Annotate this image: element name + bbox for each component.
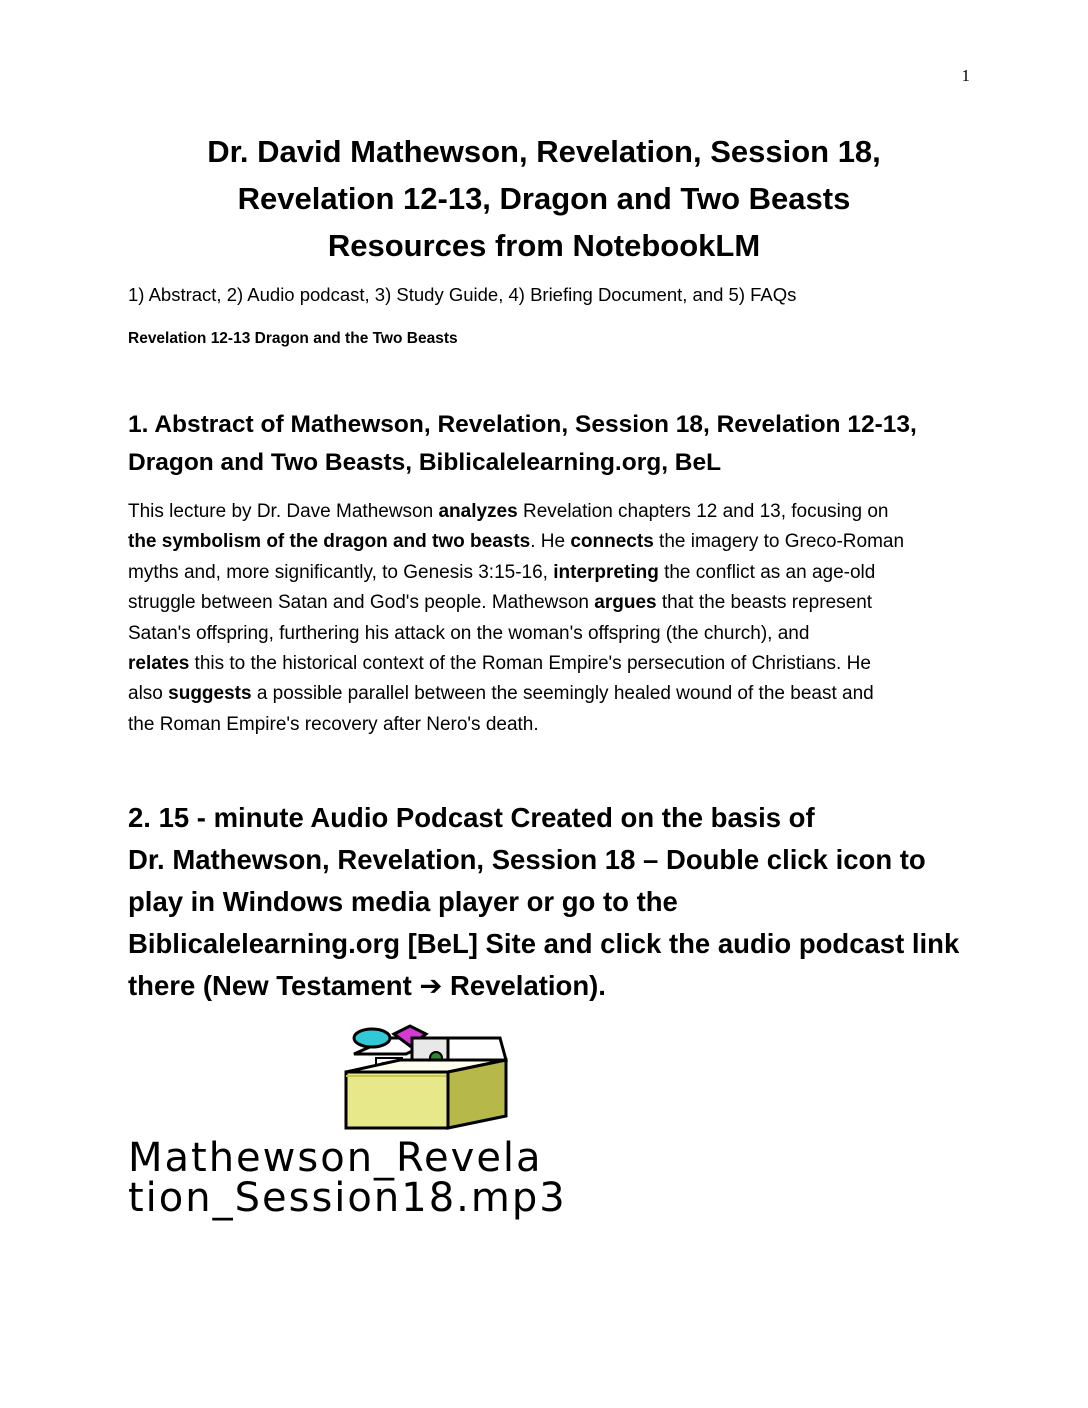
podcast-heading-line-5 [128, 965, 998, 1007]
audio-file-name-line-1: Mathewson_Revela [128, 1135, 543, 1181]
abstract-line: Satan's offspring, furthering his attack on the woman's offspring (the church), and [128, 622, 810, 644]
abstract-line [128, 679, 978, 709]
text: also [128, 683, 169, 705]
subheading: Revelation 12-13 Dragon and the Two Beasts [128, 330, 458, 347]
podcast-heading-line-2: Dr. Mathewson, Revelation, Session 18 – Double click icon to [128, 844, 926, 875]
abstract-paragraph [128, 497, 978, 740]
bold-text: the symbolism of the dragon and two beasts [128, 531, 531, 553]
text: that the beasts represent [656, 592, 873, 614]
text: a possible parallel between the seemingly healed wound of the beast and [251, 683, 874, 705]
podcast-heading [128, 797, 998, 1007]
bold-text: connects [570, 531, 654, 553]
abstract-line [128, 558, 978, 588]
abstract-heading [128, 406, 988, 482]
right-arrow-icon: ➔ [419, 970, 443, 1001]
title-line-3: Resources from NotebookLM [327, 228, 761, 263]
text: Revelation). [442, 970, 606, 1001]
text: this to the historical context of the Roman Empire's persecution of Christians. He [189, 653, 871, 675]
document-title [100, 128, 988, 269]
abstract-heading-line-2: Dragon and Two Beasts, Biblicalelearning.org, BeL [128, 449, 722, 476]
abstract-line [128, 527, 978, 557]
bold-text: analyzes [438, 501, 518, 522]
text: there (New Testament [128, 970, 420, 1001]
text: . He [530, 531, 571, 553]
package-icon[interactable] [330, 1024, 510, 1130]
audio-file-label[interactable] [128, 1135, 728, 1221]
bold-text: suggests [168, 683, 252, 705]
page-number: 1 [961, 66, 970, 85]
abstract-heading-line-1: 1. Abstract of Mathewson, Revelation, Session 18, Revelation 12-13, [128, 411, 917, 438]
text: myths and, more significantly, to Genesis 3:15-16, [128, 561, 554, 583]
text: This lecture by Dr. Dave Mathewson [128, 501, 439, 522]
text: struggle between Satan and God's people. Mathewson [128, 592, 595, 614]
resources-list: 1) Abstract, 2) Audio podcast, 3) Study Guide, 4) Briefing Document, and 5) FAQs [128, 284, 797, 305]
podcast-heading-line-4: Biblicalelearning.org [BeL] Site and click the audio podcast link [128, 928, 960, 959]
abstract-line: the Roman Empire's recovery after Nero's death. [128, 713, 539, 735]
bold-text: relates [128, 653, 190, 675]
text: Revelation chapters 12 and 13, focusing on [517, 501, 889, 522]
abstract-line [128, 588, 978, 618]
podcast-heading-line-3: play in Windows media player or go to the [128, 886, 678, 917]
bold-text: interpreting [553, 561, 659, 583]
text: the conflict as an age-old [658, 561, 876, 583]
podcast-heading-line-1: 2. 15 - minute Audio Podcast Created on the basis of [128, 802, 815, 833]
audio-file-name-line-2: tion_Session18.mp3 [128, 1175, 567, 1221]
abstract-line [128, 649, 978, 679]
bold-text: argues [594, 592, 657, 614]
title-line-2: Revelation 12-13, Dragon and Two Beasts [237, 181, 851, 216]
abstract-line [128, 497, 978, 527]
title-line-1: Dr. David Mathewson, Revelation, Session 18, [207, 134, 881, 169]
text: the imagery to Greco-Roman [653, 531, 905, 553]
